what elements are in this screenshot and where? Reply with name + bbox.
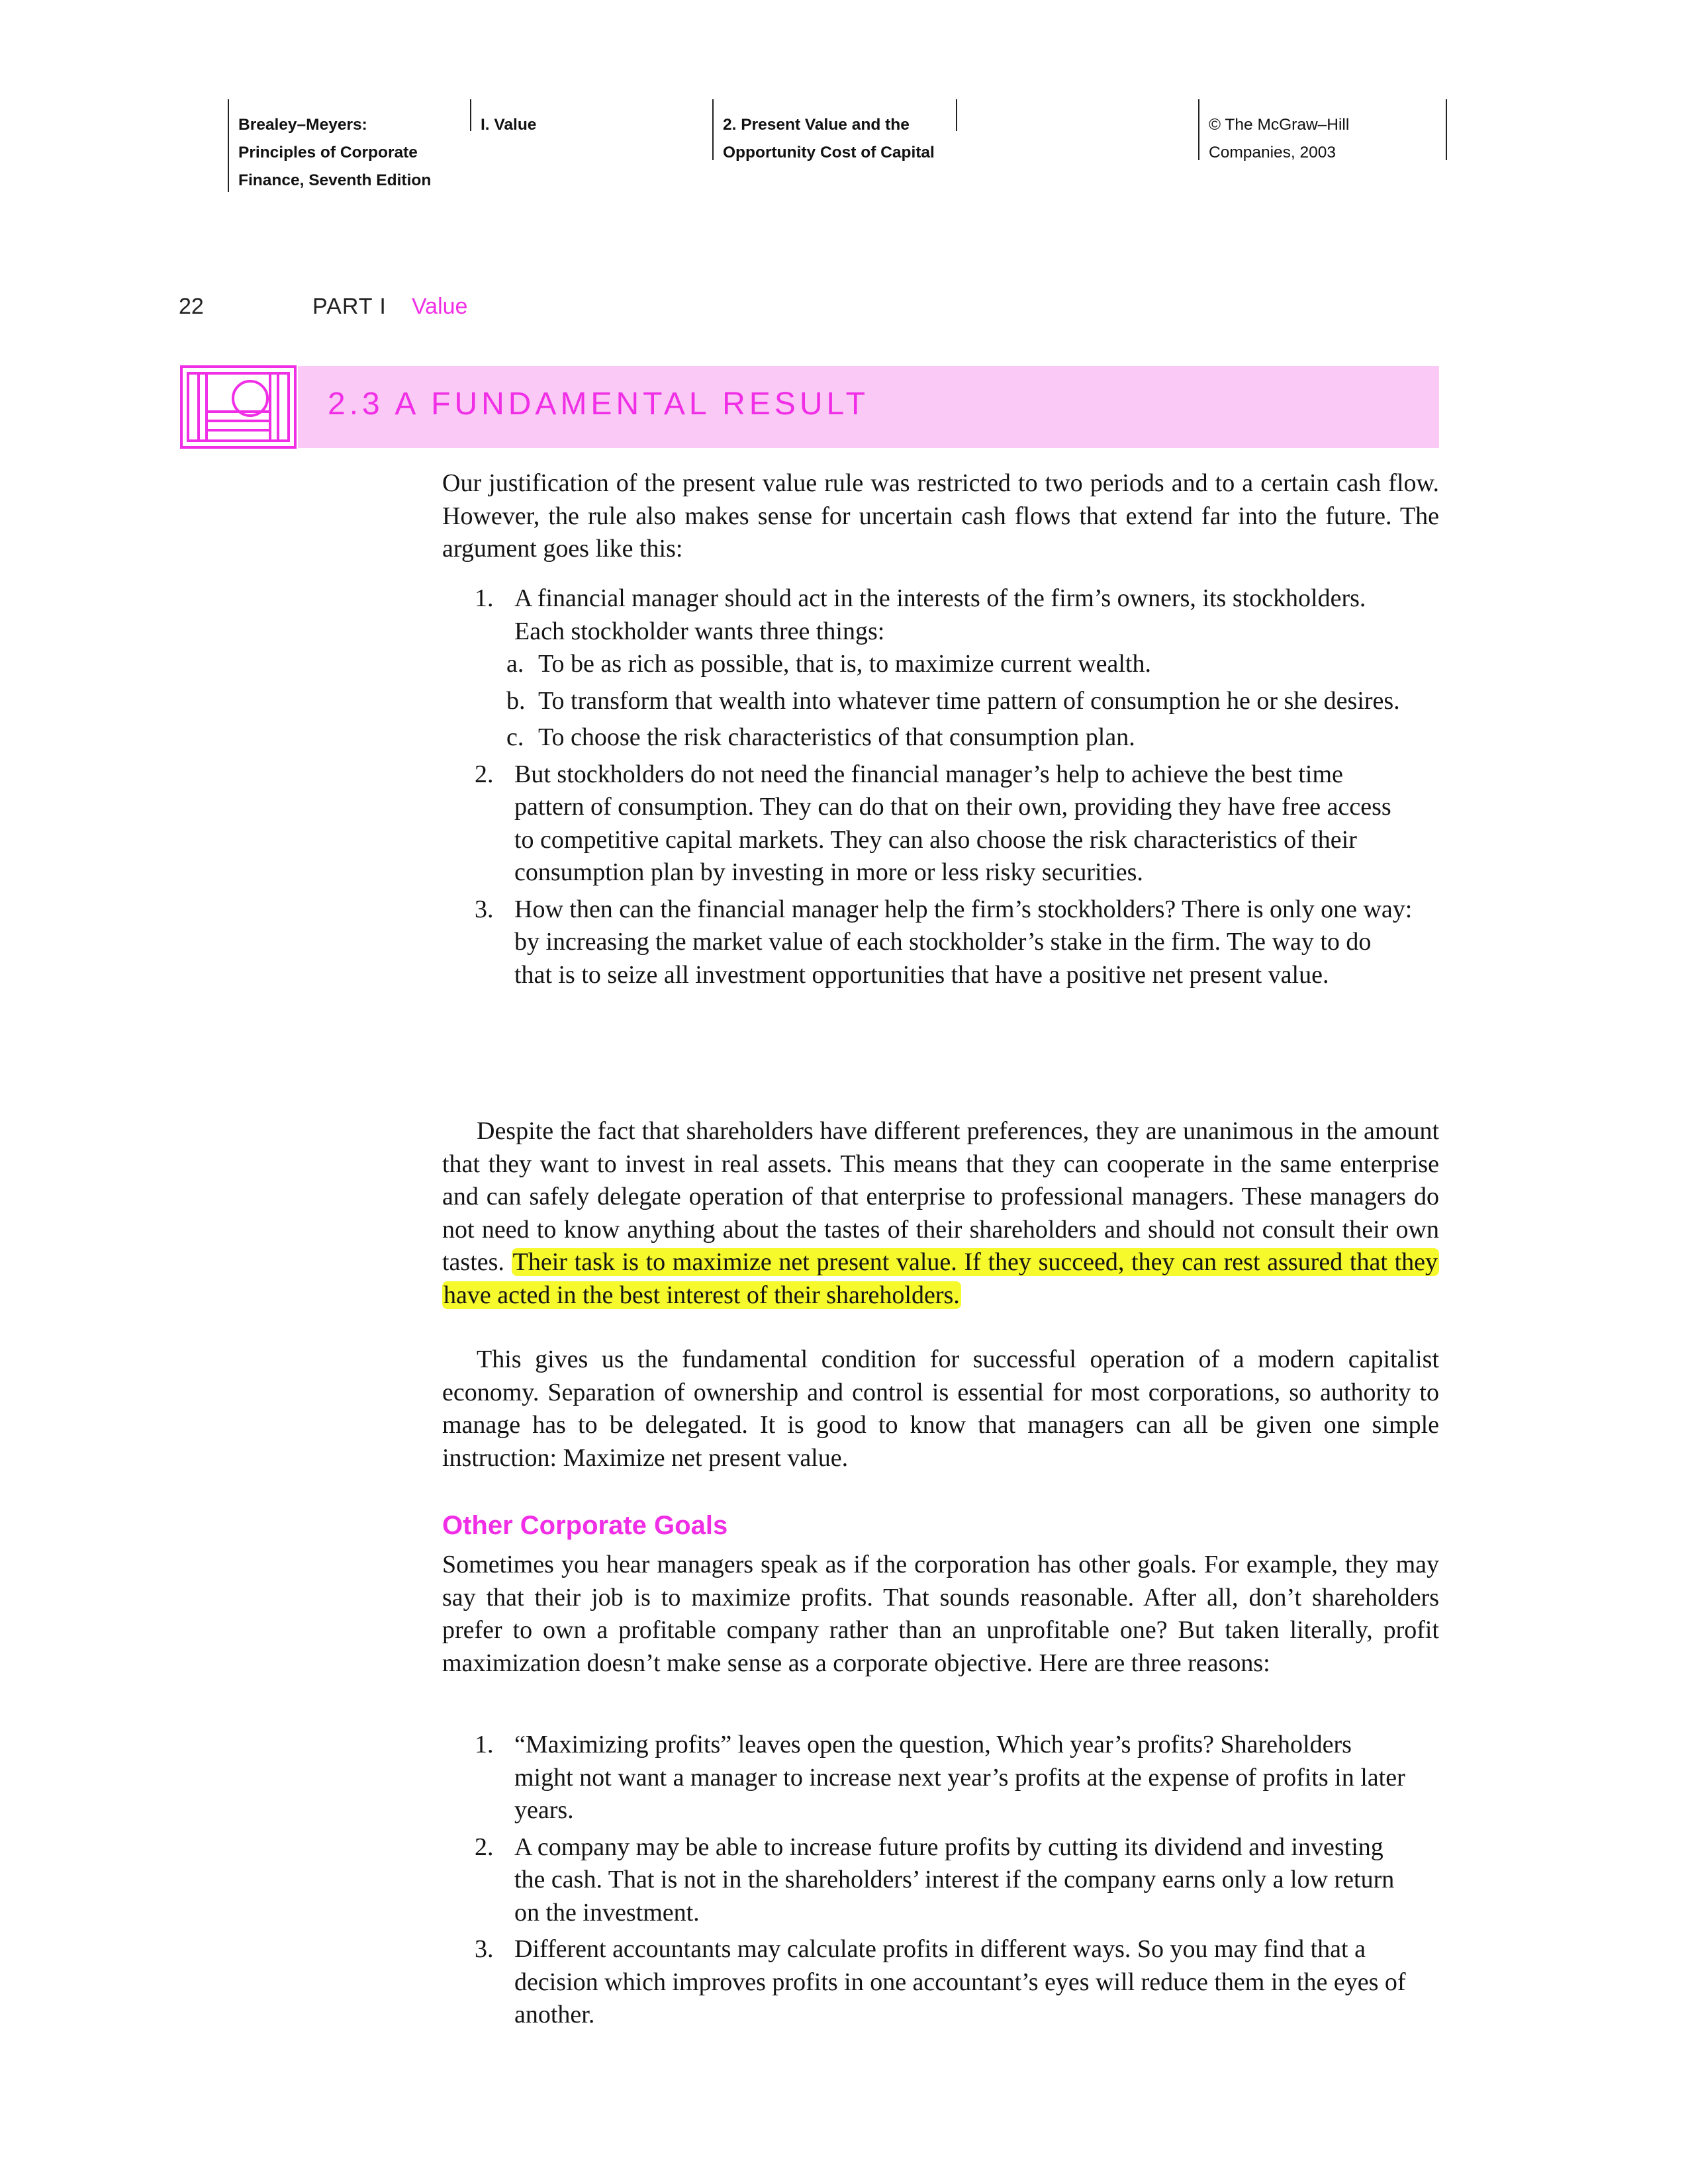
list-number: 2.	[475, 1833, 494, 1861]
list-item-text: How then can the financial manager help the firm’s stockholders? There is only one way: by increasing the market value of each stockholder’s stake in the firm. The way to do that is to seize all investment opportunities that have a positive net present value.	[514, 895, 1413, 989]
list-number: 3.	[475, 1935, 494, 1963]
sub-list-item	[506, 721, 1415, 754]
section-title: 2.3 A FUNDAMENTAL RESULT	[328, 387, 869, 422]
header-copyright	[1198, 99, 1447, 160]
header-copyright-line-2: Companies, 2003	[1209, 144, 1336, 161]
list-item-text: “Maximizing profits” leaves open the question, Which year’s profits? Shareholders might not want a manager to increase next year’s profits at the expense of profits in later years.	[514, 1731, 1405, 1824]
running-header	[228, 99, 1447, 192]
header-book	[228, 99, 470, 192]
list-item	[475, 893, 1415, 992]
reasons-list	[475, 1729, 1415, 2032]
intro-paragraph: Our justification of the present value rule was restricted to two periods and to a certain cash flow. However, the rule also makes sense for uncertain cash flows that extend far into the future. The argument goes like this:	[442, 469, 1439, 563]
part-label: PART I	[312, 294, 387, 319]
sub-list-letter: b.	[506, 686, 526, 715]
header-part	[470, 99, 712, 134]
highlighted-text: Their task is to maximize net present value. If they succeed, they can rest assured that they have acted in the best interest of their shareholders.	[444, 1248, 1438, 1309]
list-item	[475, 1831, 1415, 1930]
header-copyright-line-1: © The McGraw–Hill	[1209, 116, 1350, 134]
list-item	[475, 758, 1415, 889]
list-number: 3.	[475, 895, 494, 923]
list-item-text: Different accountants may calculate profits in different ways. So you may find that a decision which improves profits in one accountant’s eyes will reduce them in the eyes of another.	[514, 1935, 1406, 2028]
header-book-line-1: Brealey–Meyers:	[238, 116, 367, 134]
despite-text: Despite the fact that shareholders have different preferences, they are unanimous in the amount that they want to invest in real assets. This means that they can cooperate in the same enterprise and can safely delegate operation of that enterprise to professional managers. These managers do not need to know anything about the tastes of their shareholders and should not consult their own tastes.	[442, 1117, 1439, 1276]
list-item-text: A company may be able to increase future profits by cutting its dividend and investing the cash. That is not in the shareholders’ interest if the company earns only a low return on the investment.	[514, 1833, 1395, 1927]
list-number: 1.	[475, 1731, 494, 1758]
header-chapter-line-1: 2. Present Value and the	[723, 116, 910, 134]
list-item-text: But stockholders do not need the financial manager’s help to achieve the best time pattern of consumption. They can do that on their own, providing they have free access to competitive capital markets. They can also choose the risk characteristics of their consumption plan by investing in more or less risky securities.	[514, 760, 1391, 886]
list-item	[475, 1729, 1415, 1827]
header-chapter	[712, 99, 955, 160]
header-chapter-line-2: Opportunity Cost of Capital	[723, 144, 935, 161]
header-divider	[956, 99, 957, 131]
sub-list-text: To transform that wealth into whatever time pattern of consumption he or she desires.	[538, 686, 1400, 715]
argument-list	[475, 582, 1415, 991]
list-item-text: A financial manager should act in the interests of the firm’s owners, its stockholders. Each stockholder wants three things:	[514, 584, 1366, 645]
subsection-heading: Other Corporate Goals	[442, 1511, 728, 1540]
list-number: 2.	[475, 760, 494, 788]
sub-list-item	[506, 648, 1415, 681]
page-number: 22	[179, 294, 204, 319]
other-goals-paragraph: Sometimes you hear managers speak as if the corporation has other goals. For example, they may say that their job is to maximize profits. That sounds reasonable. After all, don’t shareholders prefer to own a profitable company rather than an unprofitable one? But taken literally, profit maximization doesn’t make sense as a corporate objective. Here are three reasons:	[442, 1551, 1439, 1677]
header-book-line-2: Principles of Corporate	[238, 144, 418, 161]
part-name: Value	[412, 294, 468, 319]
sub-list-text: To be as rich as possible, that is, to maximize current wealth.	[538, 650, 1151, 678]
section-logo-icon	[180, 365, 297, 449]
fundamental-paragraph: This gives us the fundamental condition for successful operation of a modern capitalist economy. Separation of ownership and control is essential for most corporations, so authority to manage has to be delegated. It is good to know that managers can all be given one simple instruction: Maximize net present value.	[442, 1345, 1439, 1472]
sub-list-text: To choose the risk characteristics of that consumption plan.	[538, 723, 1135, 751]
despite-paragraph	[442, 1115, 1439, 1312]
header-book-line-3: Finance, Seventh Edition	[238, 171, 432, 189]
header-part-label: I. Value	[481, 116, 537, 134]
sub-list-item	[506, 685, 1415, 718]
list-number: 1.	[475, 584, 494, 612]
sub-list-letter: a.	[506, 650, 524, 678]
sub-list-letter: c.	[506, 723, 524, 751]
list-item	[475, 1933, 1415, 2032]
list-item	[475, 582, 1415, 754]
